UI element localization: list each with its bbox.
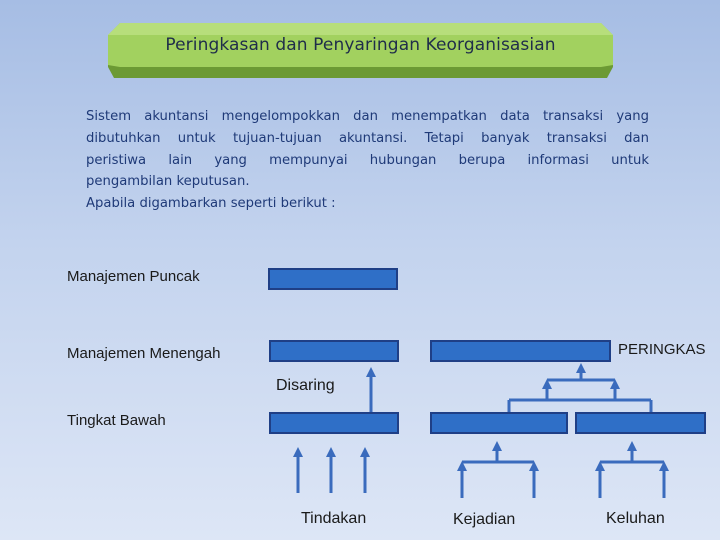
input-tree-keluhan (600, 446, 664, 498)
intro-line: dibutuhkan untuk tujuan-tujuan akuntansi. Tetapi banyak transaksi dan (86, 130, 649, 146)
level-label-top: Manajemen Puncak (67, 268, 200, 285)
top-management-box (269, 269, 397, 289)
summary-tree (509, 368, 651, 412)
page-title: Peringkasan dan Penyaringan Keorganisasian (165, 35, 556, 55)
input-tree-kejadian (462, 446, 534, 498)
filter-label: Disaring (276, 377, 335, 394)
input-label-keluhan: Keluhan (606, 510, 665, 527)
middle-management-box (270, 341, 398, 361)
intro-line: peristiwa lain yang mempunyai hubungan berupa informasi untuk (86, 152, 649, 168)
intro-line: pengambilan keputusan. (86, 174, 250, 190)
intro-line: Sistem akuntansi mengelompokkan dan menempatkan data transaksi yang (86, 109, 649, 124)
input-label-tindakan: Tindakan (301, 510, 367, 527)
input-label-kejadian: Kejadian (453, 511, 516, 528)
input-arrows-tindakan (298, 452, 365, 493)
level-label-bottom: Tingkat Bawah (67, 412, 166, 429)
lower-level-box (270, 413, 398, 433)
summary-box (431, 341, 610, 361)
intro-line: Apabila digambarkan seperti berikut : (86, 196, 336, 212)
level-label-middle: Manajemen Menengah (67, 345, 221, 362)
summary-label: PERINGKAS (618, 341, 706, 358)
lower-level-box (576, 413, 705, 433)
lower-level-box (431, 413, 567, 433)
